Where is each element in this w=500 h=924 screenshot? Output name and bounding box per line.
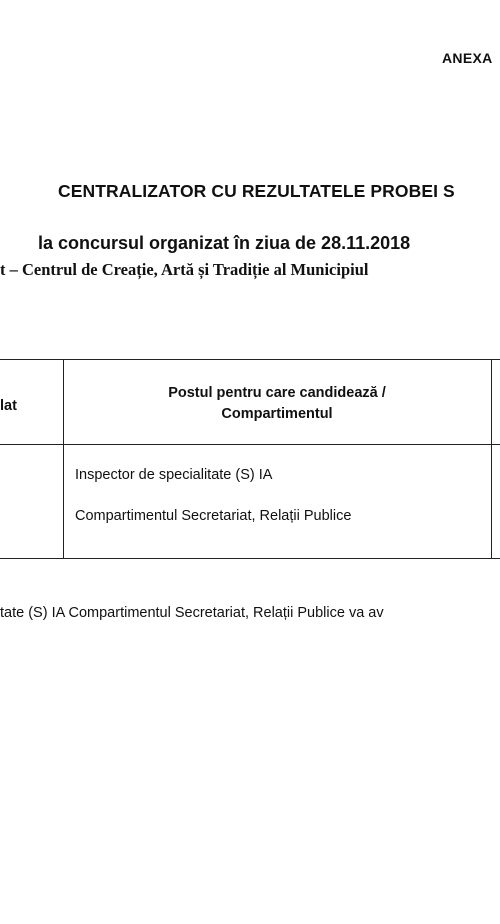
table-bottom-border [0,558,500,559]
footer-note: tate (S) IA Compartimentul Secretariat, Relații Publice va av [0,605,384,621]
annex-label: ANEXA [442,50,493,66]
table-top-border [0,359,500,360]
institution-name: t – Centrul de Creație, Artă și Tradiție al Municipiul [0,260,369,279]
document-title: CENTRALIZATOR CU REZULTATELE PROBEI S [58,181,455,201]
row-department: Compartimentul Secretariat, Relații Publice [75,508,352,524]
table-column-divider-right [491,359,492,559]
table-header-candidate: lat [0,398,17,414]
table-header-divider [0,444,500,445]
row-post: Inspector de specialitate (S) IA [75,467,273,483]
table-header-post-line2: Compartimentul [221,406,333,422]
table-header-post-line1: Postul pentru care candidează / [168,385,386,401]
document-subtitle: la concursul organizat în ziua de 28.11.2018 [38,233,411,253]
